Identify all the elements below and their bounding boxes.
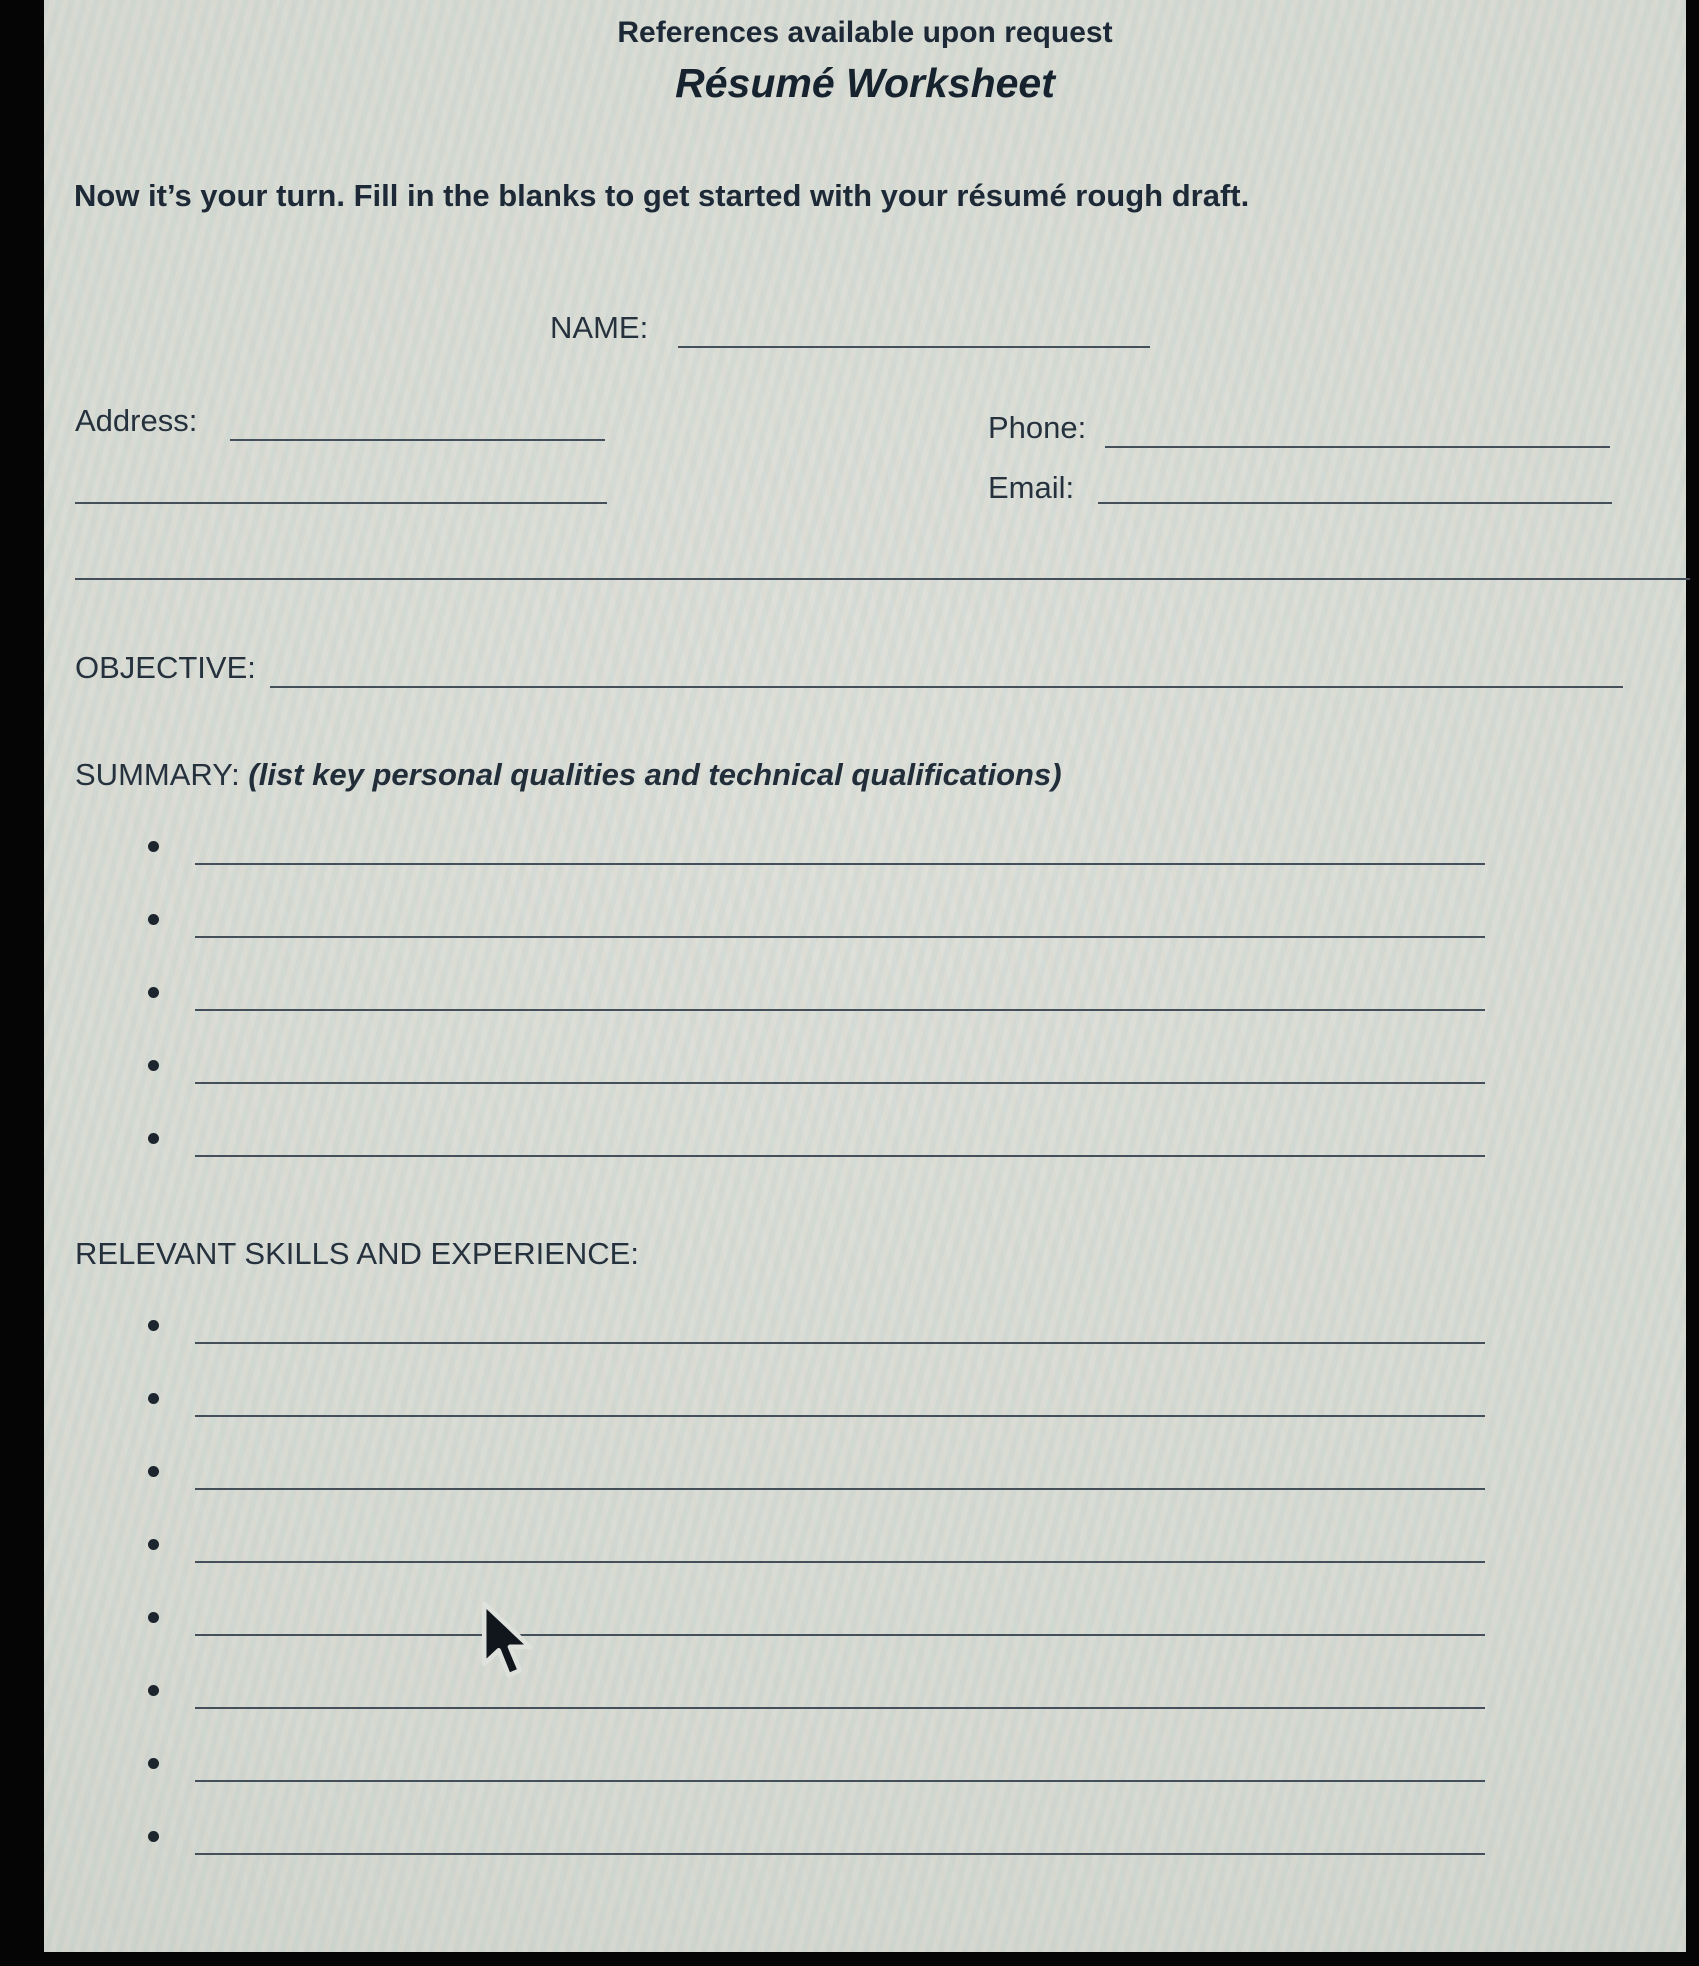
screen-edge-left bbox=[0, 0, 44, 1966]
bullet-icon bbox=[148, 1466, 159, 1477]
screen-edge-bottom bbox=[0, 1952, 1699, 1966]
skills-blank-line bbox=[195, 1456, 1485, 1490]
summary-bullet-row bbox=[140, 904, 1485, 977]
phone-blank-line bbox=[1105, 410, 1610, 448]
summary-heading bbox=[75, 757, 1062, 793]
summary-blank-line bbox=[195, 1123, 1485, 1157]
summary-blank-line bbox=[195, 904, 1485, 938]
summary-bullet-row bbox=[140, 977, 1485, 1050]
name-label: NAME: bbox=[550, 310, 649, 345]
bullet-icon bbox=[148, 1320, 159, 1331]
summary-blank-line bbox=[195, 1050, 1485, 1084]
screen-edge-right bbox=[1686, 0, 1699, 1966]
skills-blank-line bbox=[195, 1529, 1485, 1563]
objective-label: OBJECTIVE: bbox=[75, 650, 256, 685]
bullet-icon bbox=[148, 1612, 159, 1623]
summary-bullet-row bbox=[140, 1123, 1485, 1196]
address-blank-line-2 bbox=[75, 466, 607, 504]
mouse-cursor-icon bbox=[478, 1598, 536, 1684]
bullet-icon bbox=[148, 1685, 159, 1696]
summary-bullet-row bbox=[140, 1050, 1485, 1123]
skills-blank-line bbox=[195, 1602, 1485, 1636]
skills-blank-line bbox=[195, 1675, 1485, 1709]
bullet-icon bbox=[148, 1060, 159, 1071]
skills-bullet-row bbox=[140, 1602, 1485, 1675]
summary-blank-line bbox=[195, 831, 1485, 865]
bullet-icon bbox=[148, 914, 159, 925]
objective-blank-line bbox=[270, 650, 1623, 688]
skills-blank-line bbox=[195, 1821, 1485, 1855]
address-blank-line-1 bbox=[230, 403, 605, 441]
summary-label: SUMMARY: bbox=[75, 757, 240, 792]
summary-bullet-row bbox=[140, 831, 1485, 904]
skills-bullet-row bbox=[140, 1456, 1485, 1529]
skills-blank-line bbox=[195, 1748, 1485, 1782]
phone-label: Phone: bbox=[988, 410, 1087, 445]
skills-bullet-row bbox=[140, 1675, 1485, 1748]
worksheet-page bbox=[44, 0, 1686, 1952]
address-label: Address: bbox=[75, 403, 198, 438]
skills-bullet-list bbox=[140, 1310, 1485, 1894]
name-blank-line bbox=[678, 310, 1150, 348]
skills-bullet-row bbox=[140, 1748, 1485, 1821]
bullet-icon bbox=[148, 1758, 159, 1769]
page-title: Résumé Worksheet bbox=[675, 60, 1055, 106]
skills-bullet-row bbox=[140, 1383, 1485, 1456]
summary-hint: (list key personal qualities and technical qualifications) bbox=[248, 757, 1062, 792]
bullet-icon bbox=[148, 1831, 159, 1842]
intro-text: Now it’s your turn. Fill in the blanks to get started with your résumé rough draft. bbox=[74, 178, 1250, 213]
bullet-icon bbox=[148, 1539, 159, 1550]
skills-blank-line bbox=[195, 1383, 1485, 1417]
email-blank-line bbox=[1098, 466, 1612, 504]
full-width-blank-line bbox=[75, 542, 1690, 580]
bullet-icon bbox=[148, 987, 159, 998]
references-note: References available upon request bbox=[617, 16, 1113, 49]
bullet-icon bbox=[148, 1393, 159, 1404]
bullet-icon bbox=[148, 841, 159, 852]
skills-heading: RELEVANT SKILLS AND EXPERIENCE: bbox=[75, 1236, 639, 1271]
skills-blank-line bbox=[195, 1310, 1485, 1344]
skills-bullet-row bbox=[140, 1529, 1485, 1602]
email-label: Email: bbox=[988, 470, 1075, 505]
bullet-icon bbox=[148, 1133, 159, 1144]
summary-blank-line bbox=[195, 977, 1485, 1011]
summary-bullet-list bbox=[140, 831, 1485, 1196]
skills-bullet-row bbox=[140, 1821, 1485, 1894]
skills-bullet-row bbox=[140, 1310, 1485, 1383]
